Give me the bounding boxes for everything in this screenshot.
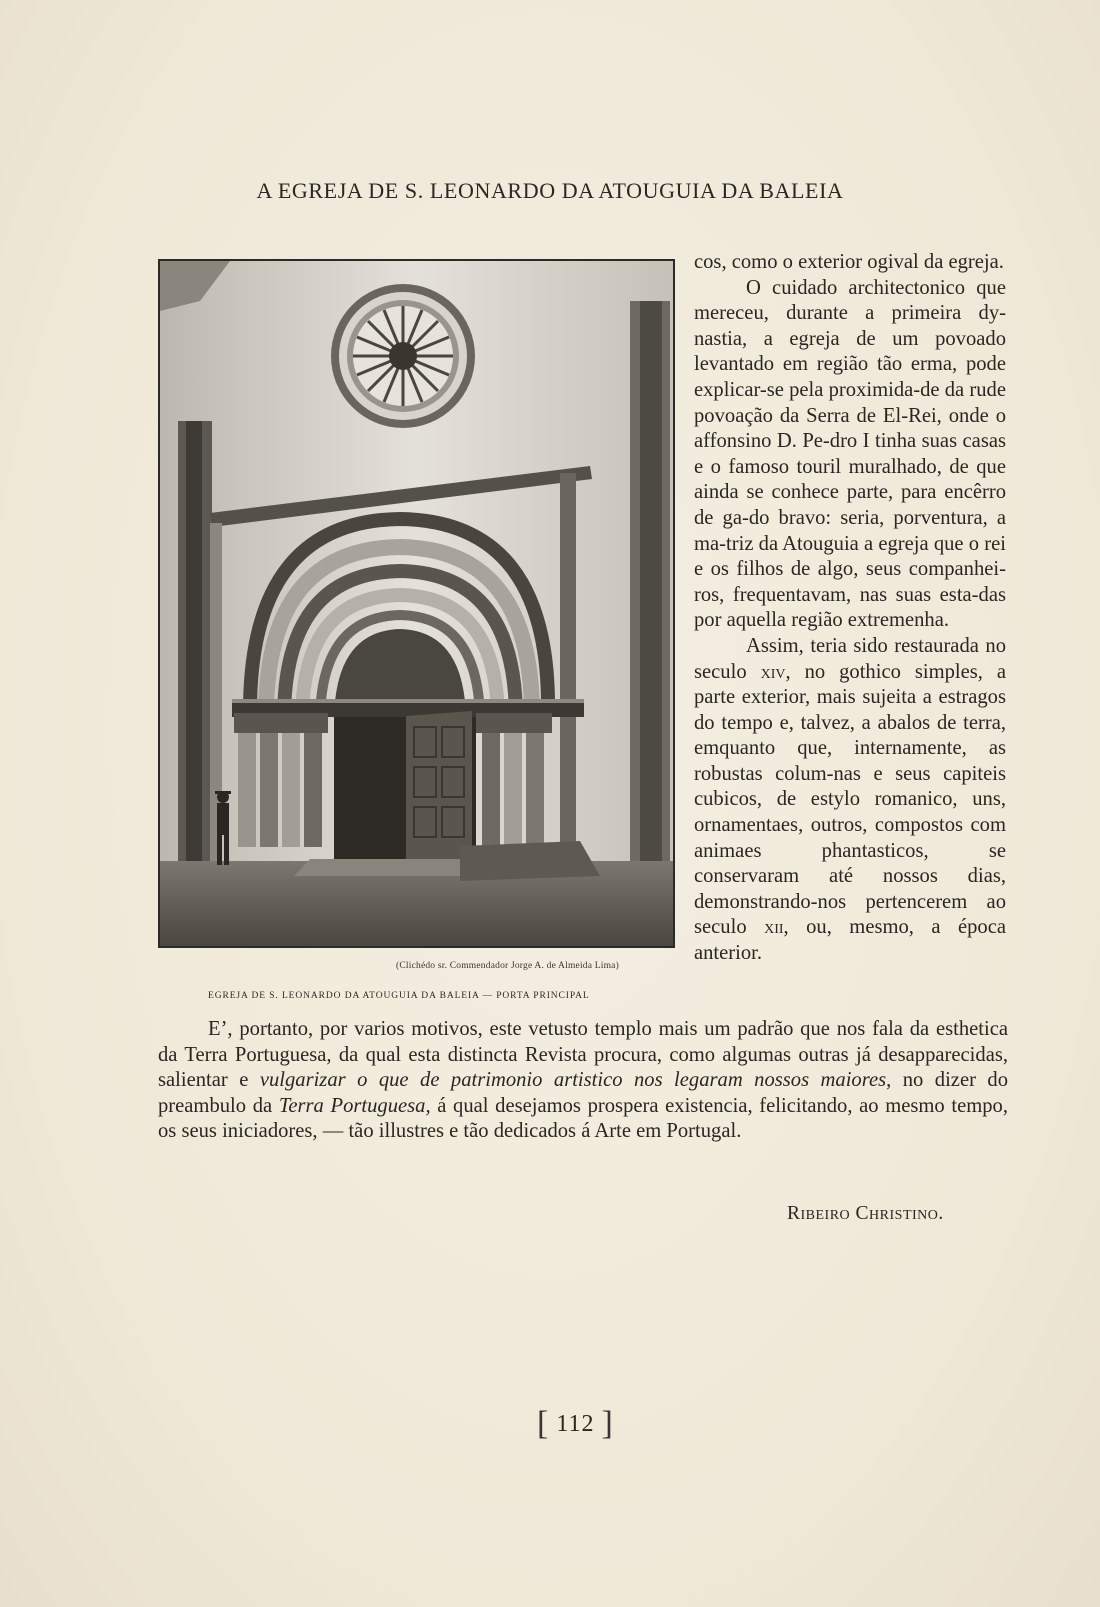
author-signature: Ribeiro Christino. <box>787 1203 944 1224</box>
closing-paragraph <box>158 1017 1008 1145</box>
quoted-phrase: vulgarizar o que de patrimonio artistico nos legaram nossos maiores <box>259 1069 887 1091</box>
closing-text-1: E’, portanto, por varios motivos, este vetusto templo mais um padrão que nos fala da esthetica da Terra Portuguesa, da qual esta distincta Revista procura, como algumas outras já desapparecidas, salientar e <box>158 1018 1008 1091</box>
column-paragraph-3-a: Assim, teria sido restaurada no seculo <box>694 634 1006 683</box>
folio-bracket-open: [ <box>537 1405 550 1442</box>
century-xii: xii <box>764 916 784 939</box>
page-number <box>537 1405 614 1443</box>
closing-paragraph-text <box>158 1017 1008 1145</box>
closing-text-2: , no dizer do preambulo da <box>158 1069 1008 1117</box>
column-paragraph-3-c: , ou, mesmo, a época anterior. <box>694 916 1006 965</box>
photo-credit: (Clichédo sr. Commendador Jorge A. de Almeida Lima) <box>396 961 619 971</box>
column-paragraph-1: cos, como o exterior ogival da egreja. <box>694 251 1004 273</box>
column-paragraph-3-b: , no gothico simples, a parte exterior, mais sujeita a estragos do tempo e, talvez, a abalos de terra, emquanto que, internamente, as robustas colum-nas e seus capiteis cubicos, de estylo romanico, uns, ornamentaes, outros, compostos com animaes phantasticos, se conservaram até nossos dias, demonstrando-nos pertencerem ao seculo <box>694 660 1006 939</box>
closing-text-3: á qual desejamos prospera existencia, felicitando, ao mesmo tempo, os seus iniciadores, — tão illustres e tão dedicados á Arte em Portugal. <box>158 1094 1008 1142</box>
century-xiv: xiv <box>760 660 786 683</box>
figure-caption: EGREJA DE S. LEONARDO DA ATOUGUIA DA BALEIA — PORTA PRINCIPAL <box>208 991 590 1001</box>
running-head: A EGREJA DE S. LEONARDO DA ATOUGUIA DA BALEIA <box>256 178 844 203</box>
column-paragraph-3 <box>694 634 1006 967</box>
journal-title: Terra Portuguesa, <box>278 1094 431 1117</box>
church-portal-photograph <box>158 259 675 948</box>
column-text <box>694 250 1006 967</box>
folio-number: 112 <box>556 1411 595 1437</box>
folio-bracket-close: ] <box>601 1405 614 1442</box>
column-paragraph-2: O cuidado architectonico que mereceu, durante a primeira dy-nastia, a egreja de um povoado levantado em região tão erma, pode explicar-se pela proximida-de da rude povoação da Serra de El-Rei, onde o affonsino D. Pe-dro I tinha suas casas e o famoso touril muralhado, de que ainda se conhece parte, para encêrro de ga-do bravo: seria, porventura, a ma-triz da Atouguia a egreja que o rei e os filhos de algo, seus companhei-ros, frequentavam, nas suas esta-das por aquella região extremenha. <box>694 276 1006 632</box>
